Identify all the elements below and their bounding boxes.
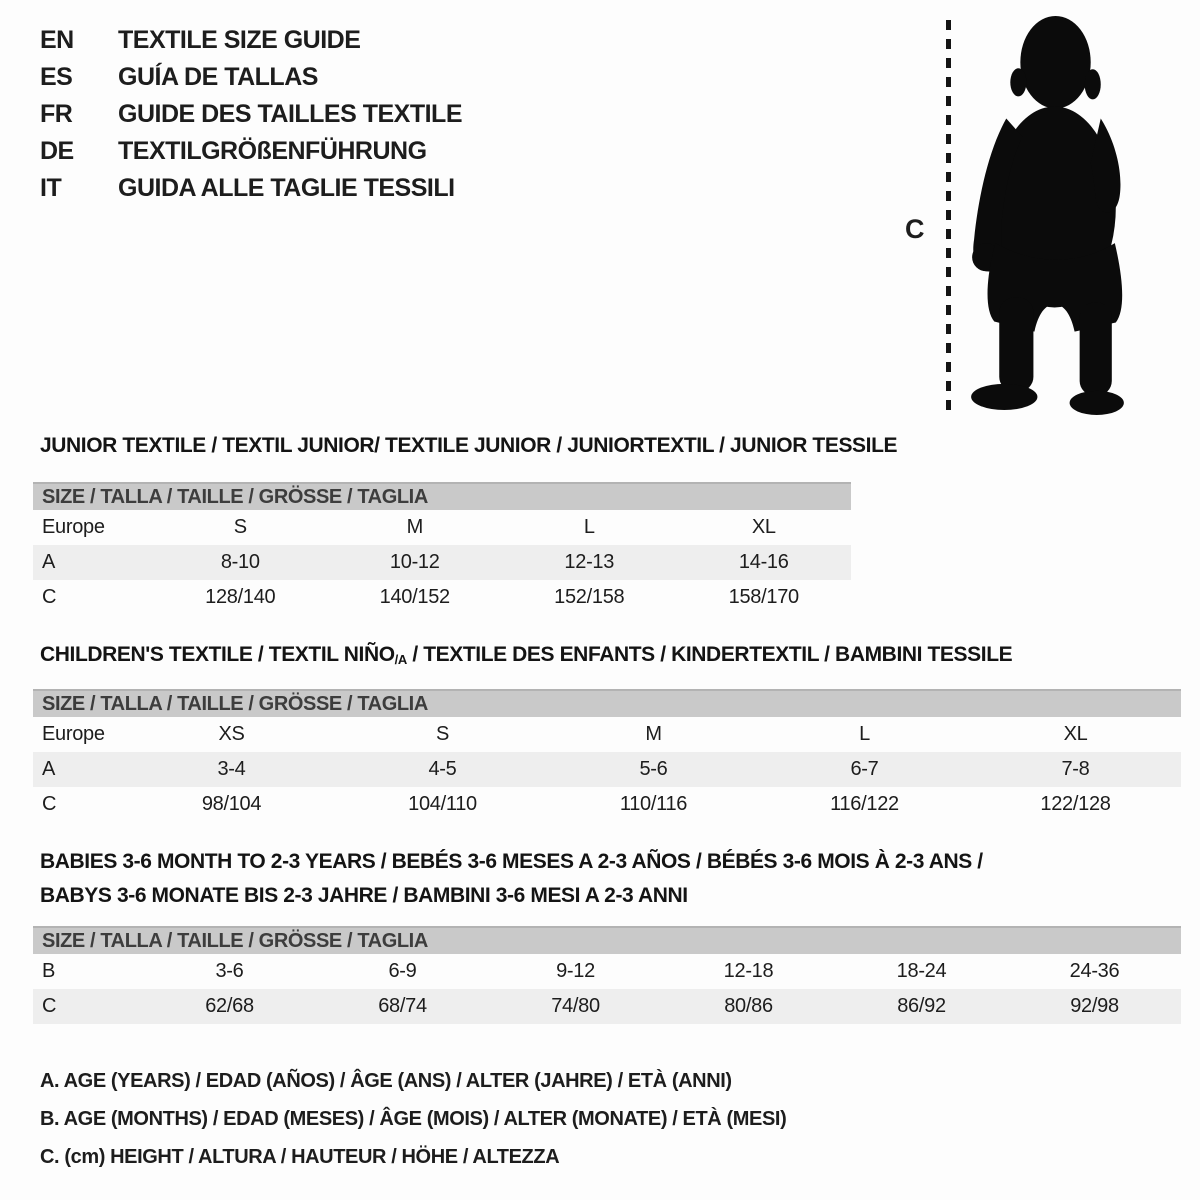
guide-title-es: GUÍA DE TALLAS — [118, 63, 318, 91]
value-cell: 128/140 — [205, 586, 276, 608]
table-row — [33, 580, 851, 615]
babies-size-table — [33, 926, 1181, 1024]
row-label-cell: C — [42, 793, 57, 815]
value-cell: 3-6 — [215, 960, 244, 982]
language-code: FR — [40, 100, 73, 128]
value-cell: 140/152 — [379, 586, 450, 608]
row-label-cell: A — [42, 758, 56, 780]
guide-title-en: TEXTILE SIZE GUIDE — [118, 26, 361, 54]
value-cell: 12-18 — [723, 960, 774, 982]
babies-title-line1: BABIES 3-6 MONTH TO 2-3 YEARS / BEBÉS 3-6 MESES A 2-3 AÑOS / BÉBÉS 3-6 MOIS À 2-3 ANS / — [40, 850, 983, 873]
value-cell: 7-8 — [1061, 758, 1090, 780]
size-header-bar: SIZE / TALLA / TAILLE / GRÖSSE / TAGLIA — [33, 689, 1181, 717]
value-cell: M — [645, 723, 662, 745]
value-cell: 68/74 — [378, 995, 427, 1017]
row-label-cell: C — [42, 995, 57, 1017]
value-cell: 12-13 — [564, 551, 615, 573]
row-label-cell: C — [42, 586, 57, 608]
children-title-text: CHILDREN'S TEXTILE / TEXTIL NIÑO — [40, 643, 395, 666]
value-cell: 14-16 — [738, 551, 789, 573]
children-title-text: / TEXTILE DES ENFANTS / KINDERTEXTIL / BAMBINI TESSILE — [406, 643, 1013, 666]
size-header-bar: SIZE / TALLA / TAILLE / GRÖSSE / TAGLIA — [33, 926, 1181, 954]
table-row — [33, 510, 851, 545]
babies-title-line2: BABYS 3-6 MONATE BIS 2-3 JAHRE / BAMBINI 3-6 MESI A 2-3 ANNI — [40, 884, 688, 907]
value-cell: 110/116 — [619, 793, 688, 815]
height-measure-label: C — [905, 214, 925, 244]
table-row — [33, 717, 1181, 752]
guide-title-de: TEXTILGRÖßENFÜHRUNG — [118, 137, 427, 165]
babies-table-body — [33, 954, 1181, 1024]
legend-age-years: A. AGE (YEARS) / EDAD (AÑOS) / ÂGE (ANS) / ALTER (JAHRE) / ETÀ (ANNI) — [40, 1069, 732, 1092]
language-row-it — [40, 170, 462, 207]
children-title-subscript: /A — [394, 652, 407, 668]
value-cell: M — [406, 516, 423, 538]
language-row-en — [40, 22, 462, 59]
babies-section-title — [40, 845, 983, 913]
table-row — [33, 787, 1181, 822]
value-cell: 18-24 — [896, 960, 947, 982]
language-code: DE — [40, 137, 74, 165]
row-label-cell: Europe — [42, 723, 105, 745]
value-cell: 74/80 — [551, 995, 600, 1017]
value-cell: S — [435, 723, 450, 745]
value-cell: XS — [218, 723, 245, 745]
value-cell: 5-6 — [639, 758, 668, 780]
value-cell: XL — [751, 516, 776, 538]
table-row — [33, 954, 1181, 989]
row-label-cell: B — [42, 960, 56, 982]
value-cell: 98/104 — [201, 793, 262, 815]
value-cell: 24-36 — [1069, 960, 1120, 982]
row-label-cell: Europe — [42, 516, 105, 538]
table-row — [33, 752, 1181, 787]
children-size-table — [33, 689, 1181, 822]
value-cell: 116/122 — [830, 793, 899, 815]
legend-height-cm: C. (cm) HEIGHT / ALTURA / HAUTEUR / HÖHE / ALTEZZA — [40, 1145, 560, 1168]
language-row-de — [40, 133, 462, 170]
language-code: EN — [40, 26, 74, 54]
height-measure-dashed-line — [946, 20, 951, 418]
guide-title-it: GUIDA ALLE TAGLIE TESSILI — [118, 174, 455, 202]
value-cell: 6-9 — [388, 960, 417, 982]
toddler-silhouette-icon — [962, 14, 1138, 420]
value-cell: 10-12 — [389, 551, 440, 573]
value-cell: 8-10 — [220, 551, 260, 573]
value-cell: 86/92 — [897, 995, 946, 1017]
measurement-legend — [40, 1062, 786, 1176]
value-cell: 6-7 — [850, 758, 879, 780]
value-cell: 92/98 — [1070, 995, 1119, 1017]
value-cell: 122/128 — [1040, 793, 1111, 815]
language-row-fr — [40, 96, 462, 133]
table-row — [33, 545, 851, 580]
children-section-title — [40, 643, 1012, 667]
value-cell: 104/110 — [408, 793, 477, 815]
value-cell: 9-12 — [556, 960, 595, 982]
children-table-body — [33, 717, 1181, 822]
value-cell: 3-4 — [217, 758, 246, 780]
language-row-es — [40, 59, 462, 96]
value-cell: 62/68 — [205, 995, 254, 1017]
language-code: ES — [40, 63, 73, 91]
value-cell: L — [859, 723, 870, 745]
size-header-bar: SIZE / TALLA / TAILLE / GRÖSSE / TAGLIA — [33, 482, 851, 510]
value-cell: 4-5 — [428, 758, 457, 780]
value-cell: L — [583, 516, 595, 538]
junior-section-title: JUNIOR TEXTILE / TEXTIL JUNIOR/ TEXTILE JUNIOR / JUNIORTEXTIL / JUNIOR TESSILE — [40, 434, 898, 457]
value-cell: 152/158 — [554, 586, 625, 608]
table-row — [33, 989, 1181, 1024]
value-cell: S — [233, 516, 247, 538]
row-label-cell: A — [42, 551, 56, 573]
value-cell: 158/170 — [728, 586, 799, 608]
legend-age-months: B. AGE (MONTHS) / EDAD (MESES) / ÂGE (MOIS) / ALTER (MONATE) / ETÀ (MESI) — [40, 1107, 787, 1130]
language-title-list — [40, 22, 462, 207]
junior-table-body — [33, 510, 851, 615]
value-cell: 80/86 — [724, 995, 773, 1017]
guide-title-fr: GUIDE DES TAILLES TEXTILE — [118, 100, 463, 128]
value-cell: XL — [1063, 723, 1088, 745]
junior-size-table — [33, 482, 851, 615]
language-code: IT — [40, 174, 62, 202]
